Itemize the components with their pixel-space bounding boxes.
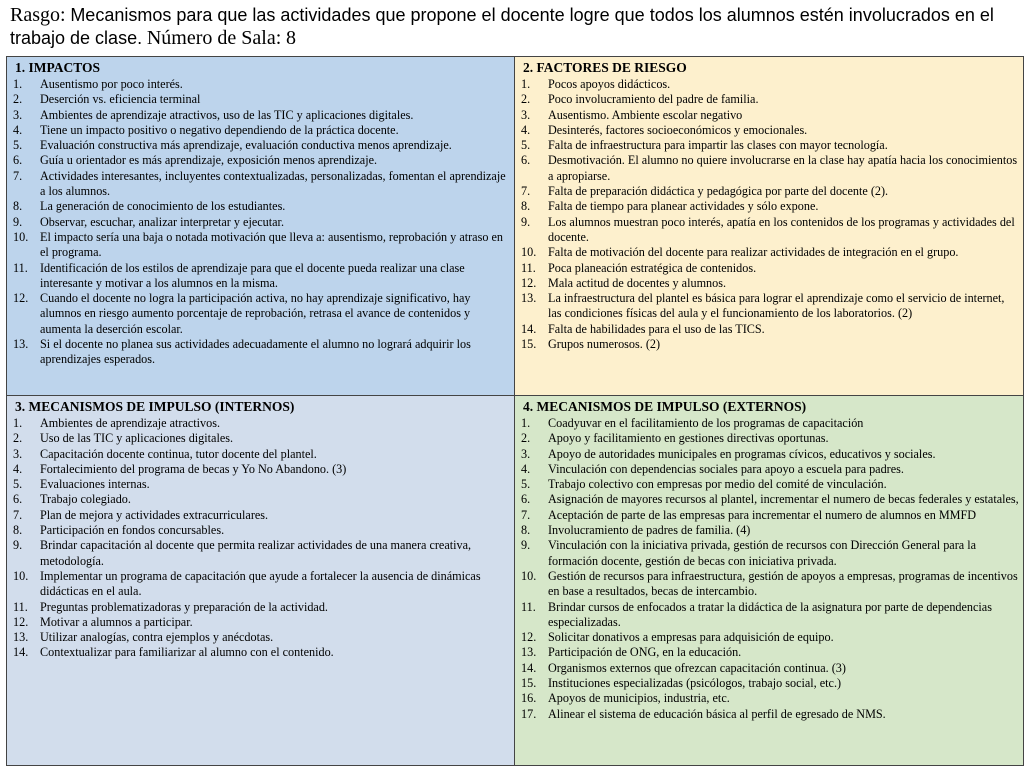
list-item-number: 12. bbox=[13, 614, 29, 629]
list-item-number: 4. bbox=[13, 122, 23, 137]
list-item bbox=[521, 184, 1019, 199]
list-item-text: Ausentismo. Ambiente escolar negativo bbox=[548, 107, 743, 122]
list-item-text: Poca planeación estratégica de contenidos. bbox=[548, 260, 757, 275]
list-item-text: Brindar cursos de enfocados a tratar la didáctica de la asignatura por parte de dependencias especializadas. bbox=[548, 599, 992, 629]
list-item-text: Solicitar donativos a empresas para adquisición de equipo. bbox=[548, 630, 834, 645]
list-item-text: Guía u orientador es más aprendizaje, exposición menos aprendizaje. bbox=[40, 153, 378, 168]
list-item bbox=[13, 215, 510, 230]
list-item bbox=[13, 169, 510, 200]
list-item-text: Alinear el sistema de educación básica al perfil de egresado de NMS. bbox=[548, 706, 886, 721]
list-item-number: 10. bbox=[13, 568, 29, 583]
list-item bbox=[13, 630, 510, 645]
list-item-number: 7. bbox=[521, 184, 531, 199]
list-item-number: 1. bbox=[521, 77, 531, 91]
list-item-text: Brindar capacitación al docente que permita realizar actividades de una manera creativa, metodología. bbox=[40, 538, 472, 568]
list-item bbox=[13, 199, 510, 214]
list-item-text: Pocos apoyos didácticos. bbox=[548, 77, 671, 91]
list-item bbox=[521, 123, 1019, 138]
list-item-number: 10. bbox=[521, 245, 537, 260]
list-item-number: 15. bbox=[521, 676, 537, 691]
list-item-number: 9. bbox=[521, 538, 531, 553]
list-item bbox=[521, 492, 1019, 507]
list-item bbox=[521, 215, 1019, 246]
list-item-number: 7. bbox=[13, 168, 23, 183]
list-item bbox=[13, 337, 510, 368]
list-item-text: Uso de las TIC y aplicaciones digitales. bbox=[40, 431, 234, 446]
list-item-number: 7. bbox=[13, 507, 23, 522]
list-item-number: 10. bbox=[13, 229, 29, 244]
list-item bbox=[13, 462, 510, 477]
list-item-text: Ambientes de aprendizaje atractivos. bbox=[40, 416, 221, 430]
page-title bbox=[10, 4, 1018, 50]
list-item-number: 7. bbox=[521, 507, 531, 522]
list-item bbox=[521, 291, 1019, 322]
list-item bbox=[521, 645, 1019, 660]
list-item bbox=[13, 77, 510, 92]
list-item-number: 3. bbox=[13, 446, 23, 461]
list-item-number: 11. bbox=[13, 599, 28, 614]
list-item-number: 3. bbox=[13, 107, 23, 122]
list-item-text: Desmotivación. El alumno no quiere involucrarse en la clase hay apatía hacia los conocimientos a apropiarse. bbox=[548, 153, 1018, 183]
item-list bbox=[7, 77, 514, 368]
list-item bbox=[13, 645, 510, 660]
list-item-number: 14. bbox=[521, 321, 537, 336]
list-item-text: Plan de mejora y actividades extracurriculares. bbox=[40, 507, 269, 522]
list-item-number: 3. bbox=[521, 446, 531, 461]
list-item-number: 12. bbox=[521, 630, 537, 645]
list-item-number: 13. bbox=[521, 291, 537, 306]
list-item-text: Ambientes de aprendizaje atractivos, uso de las TIC y aplicaciones digitales. bbox=[40, 107, 414, 122]
list-item bbox=[521, 245, 1019, 260]
list-item-number: 14. bbox=[521, 660, 537, 675]
list-item-text: Tiene un impacto positivo o negativo dependiendo de la práctica docente. bbox=[40, 122, 399, 137]
list-item-number: 4. bbox=[521, 461, 531, 476]
list-item-number: 13. bbox=[521, 645, 537, 660]
list-item bbox=[521, 508, 1019, 523]
list-item-text: Evaluaciones internas. bbox=[40, 477, 150, 492]
list-item bbox=[521, 630, 1019, 645]
list-item-text: Evaluación constructiva más aprendizaje, evaluación conductiva menos aprendizaje. bbox=[40, 138, 452, 153]
list-item-number: 8. bbox=[521, 199, 531, 214]
list-item-text: Poco involucramiento del padre de familia. bbox=[548, 92, 759, 107]
list-item-text: Instituciones especializadas (psicólogos, trabajo social, etc.) bbox=[548, 676, 842, 691]
list-item bbox=[521, 261, 1019, 276]
list-item bbox=[13, 153, 510, 168]
list-item-text: Trabajo colectivo con empresas por medio del comité de vinculación. bbox=[548, 477, 887, 492]
list-item-number: 5. bbox=[13, 477, 23, 492]
item-list bbox=[7, 416, 514, 661]
list-item bbox=[521, 661, 1019, 676]
quadrant-impactos bbox=[6, 56, 515, 396]
list-item-text: Falta de infraestructura para impartir las clases con mayor tecnología. bbox=[548, 138, 888, 153]
list-item bbox=[521, 600, 1019, 631]
list-item bbox=[521, 691, 1019, 706]
list-item-text: Asignación de mayores recursos al plantel, incrementar el numero de becas federales y estatales, bbox=[548, 492, 1019, 507]
list-item-text: Trabajo colegiado. bbox=[40, 492, 131, 507]
list-item-text: Falta de preparación didáctica y pedagógica por parte del docente (2). bbox=[548, 184, 889, 199]
list-item bbox=[521, 569, 1019, 600]
list-item-text: Contextualizar para familiarizar al alumno con el contenido. bbox=[40, 645, 334, 660]
list-item bbox=[13, 92, 510, 107]
list-item-number: 1. bbox=[13, 77, 23, 91]
list-item bbox=[521, 707, 1019, 722]
list-item-text: Organismos externos que ofrezcan capacitación continua. (3) bbox=[548, 660, 846, 675]
quadrant-heading: 1. IMPACTOS bbox=[15, 60, 101, 75]
list-item-text: Los alumnos muestran poco interés, apatía en los contenidos de los programas y actividades del docente. bbox=[548, 214, 1015, 244]
list-item bbox=[13, 108, 510, 123]
list-item-number: 9. bbox=[521, 214, 531, 229]
list-item bbox=[521, 153, 1019, 184]
list-item-text: La infraestructura del plantel es básica para lograr el aprendizaje como el servicio de internet, las condiciones físicas del aula y el funcionamiento de los laboratorios. (2) bbox=[548, 291, 1005, 321]
list-item bbox=[521, 322, 1019, 337]
list-item bbox=[13, 615, 510, 630]
list-item bbox=[13, 416, 510, 431]
item-list bbox=[515, 416, 1023, 722]
list-item-text: Participación de ONG, en la educación. bbox=[548, 645, 742, 660]
list-item-number: 8. bbox=[13, 523, 23, 538]
list-item-number: 11. bbox=[521, 599, 536, 614]
list-item-text: Gestión de recursos para infraestructura, gestión de apoyos a empresas, programas de incentivos en base a resultados, becas de intercambio. bbox=[548, 568, 1018, 599]
list-item-text: Implementar un programa de capacitación que ayude a fortalecer la ausencia de dinámicas didácticas en el aula. bbox=[40, 568, 481, 599]
list-item-text: Utilizar analogías, contra ejemplos y anécdotas. bbox=[40, 630, 274, 645]
list-item-text: Mala actitud de docentes y alumnos. bbox=[548, 275, 727, 290]
list-item-text: Deserción vs. eficiencia terminal bbox=[40, 92, 201, 107]
list-item-text: Coadyuvar en el facilitamiento de los programas de capacitación bbox=[548, 416, 864, 430]
list-item bbox=[13, 431, 510, 446]
quadrant-factores-de-riesgo bbox=[515, 56, 1024, 396]
list-item-text: El impacto sería una baja o notada motivación que lleva a: ausentismo, reprobación y atraso en el programa. bbox=[40, 229, 503, 260]
list-item-number: 14. bbox=[13, 645, 29, 660]
list-item bbox=[521, 523, 1019, 538]
list-item bbox=[521, 276, 1019, 291]
list-item-text: Actividades interesantes, incluyentes contextualizadas, personalizadas, fomentan el aprendizaje a los alumnos. bbox=[40, 168, 506, 199]
list-item-text: Falta de habilidades para el uso de las TICS. bbox=[548, 321, 765, 336]
list-item-text: Si el docente no planea sus actividades adecuadamente el alumno no logrará adquirir los aprendizajes esperados. bbox=[40, 337, 471, 367]
list-item-text: Cuando el docente no logra la participación activa, no hay aprendizaje significativo, hay alumnos en riesgo aumento porcentaje de reprobación, retrasa el avance de contenidos y aumenta la deserción escolar. bbox=[40, 291, 471, 336]
list-item bbox=[521, 108, 1019, 123]
list-item-number: 10. bbox=[521, 568, 537, 583]
list-item bbox=[13, 138, 510, 153]
list-item bbox=[521, 138, 1019, 153]
list-item bbox=[521, 538, 1019, 569]
list-item-number: 1. bbox=[521, 416, 531, 430]
list-item-text: Apoyo y facilitamiento en gestiones directivas oportunas. bbox=[548, 431, 829, 446]
list-item bbox=[521, 462, 1019, 477]
list-item-number: 2. bbox=[13, 92, 23, 107]
list-item-number: 2. bbox=[521, 92, 531, 107]
list-item-text: Observar, escuchar, analizar interpretar y ejecutar. bbox=[40, 214, 284, 229]
list-item bbox=[521, 431, 1019, 446]
list-item-text: Vinculación con dependencias sociales para apoyo a escuela para padres. bbox=[548, 461, 904, 476]
list-item-text: Grupos numerosos. (2) bbox=[548, 337, 661, 352]
list-item-number: 2. bbox=[521, 431, 531, 446]
quadrant-heading: 2. FACTORES DE RIESGO bbox=[523, 60, 687, 75]
sala-label: Número de Sala: bbox=[146, 27, 282, 49]
list-item bbox=[13, 523, 510, 538]
list-item-number: 6. bbox=[521, 492, 531, 507]
list-item-number: 5. bbox=[521, 138, 531, 153]
list-item-number: 11. bbox=[521, 260, 536, 275]
list-item bbox=[521, 416, 1019, 431]
list-item-text: Vinculación con la iniciativa privada, gestión de recursos con Dirección General para la formación docente, gestión de becas con iniciativa privada. bbox=[548, 538, 977, 568]
list-item-text: Falta de tiempo para planear actividades y sólo expone. bbox=[548, 199, 819, 214]
sala-number: 8 bbox=[286, 27, 296, 49]
list-item bbox=[13, 123, 510, 138]
list-item bbox=[521, 477, 1019, 492]
list-item bbox=[13, 447, 510, 462]
list-item-text: Desinterés, factores socioeconómicos y emocionales. bbox=[548, 122, 808, 137]
list-item bbox=[521, 337, 1019, 352]
list-item-text: Involucramiento de padres de familia. (4) bbox=[548, 523, 751, 538]
list-item-number: 12. bbox=[521, 275, 537, 290]
list-item bbox=[521, 92, 1019, 107]
list-item-number: 15. bbox=[521, 337, 537, 352]
list-item bbox=[13, 569, 510, 600]
list-item-text: Preguntas problematizadoras y preparación de la actividad. bbox=[40, 599, 328, 614]
list-item bbox=[13, 230, 510, 261]
list-item-number: 4. bbox=[521, 122, 531, 137]
list-item-number: 16. bbox=[521, 691, 537, 706]
list-item bbox=[521, 77, 1019, 92]
title-text: Mecanismos para que las actividades que propone el docente logre que todos los alumnos estén involucrados en el trabajo de clase. bbox=[10, 5, 994, 48]
list-item bbox=[13, 508, 510, 523]
list-item-text: Falta de motivación del docente para realizar actividades de integración en el grupo. bbox=[548, 245, 959, 260]
list-item-text: Capacitación docente continua, tutor docente del plantel. bbox=[40, 446, 317, 461]
item-list bbox=[515, 77, 1023, 352]
list-item bbox=[13, 538, 510, 569]
list-item-number: 5. bbox=[13, 138, 23, 153]
list-item-number: 9. bbox=[13, 214, 23, 229]
list-item bbox=[13, 600, 510, 615]
list-item-number: 3. bbox=[521, 107, 531, 122]
list-item-text: Fortalecimiento del programa de becas y Yo No Abandono. (3) bbox=[40, 461, 347, 476]
quadrant-mecanismos-externos bbox=[515, 396, 1024, 766]
list-item bbox=[13, 477, 510, 492]
quadrant-mecanismos-internos bbox=[6, 396, 515, 766]
list-item-text: La generación de conocimiento de los estudiantes. bbox=[40, 199, 286, 214]
quadrant-heading: 3. MECANISMOS DE IMPULSO (INTERNOS) bbox=[15, 399, 295, 414]
list-item-number: 9. bbox=[13, 538, 23, 553]
list-item bbox=[13, 261, 510, 292]
list-item-number: 2. bbox=[13, 431, 23, 446]
list-item-number: 4. bbox=[13, 461, 23, 476]
list-item-number: 8. bbox=[521, 523, 531, 538]
list-item-number: 1. bbox=[13, 416, 23, 430]
list-item-text: Apoyo de autoridades municipales en programas cívicos, educativos y sociales. bbox=[548, 446, 936, 461]
list-item-text: Aceptación de parte de las empresas para incrementar el numero de alumnos en MMFD bbox=[548, 507, 977, 522]
list-item-text: Ausentismo por poco interés. bbox=[40, 77, 183, 91]
list-item-number: 13. bbox=[13, 337, 29, 352]
rasgo-label: Rasgo: bbox=[10, 4, 66, 26]
list-item-number: 5. bbox=[521, 477, 531, 492]
list-item bbox=[13, 492, 510, 507]
list-item bbox=[521, 447, 1019, 462]
list-item-number: 8. bbox=[13, 199, 23, 214]
list-item-text: Participación en fondos concursables. bbox=[40, 523, 225, 538]
list-item-number: 6. bbox=[13, 153, 23, 168]
list-item-number: 12. bbox=[13, 291, 29, 306]
list-item-number: 13. bbox=[13, 630, 29, 645]
list-item-text: Apoyos de municipios, industria, etc. bbox=[548, 691, 730, 706]
list-item-text: Identificación de los estilos de aprendizaje para que el docente pueda realizar una clase interesante y motivar a los alumnos en la misma. bbox=[40, 260, 465, 290]
quadrant-heading: 4. MECANISMOS DE IMPULSO (EXTERNOS) bbox=[523, 399, 807, 414]
list-item-number: 17. bbox=[521, 706, 537, 721]
list-item-number: 6. bbox=[521, 153, 531, 168]
list-item bbox=[13, 291, 510, 337]
list-item-number: 6. bbox=[13, 492, 23, 507]
list-item-number: 11. bbox=[13, 260, 28, 275]
list-item-text: Motivar a alumnos a participar. bbox=[40, 614, 193, 629]
list-item bbox=[521, 199, 1019, 214]
list-item bbox=[521, 676, 1019, 691]
